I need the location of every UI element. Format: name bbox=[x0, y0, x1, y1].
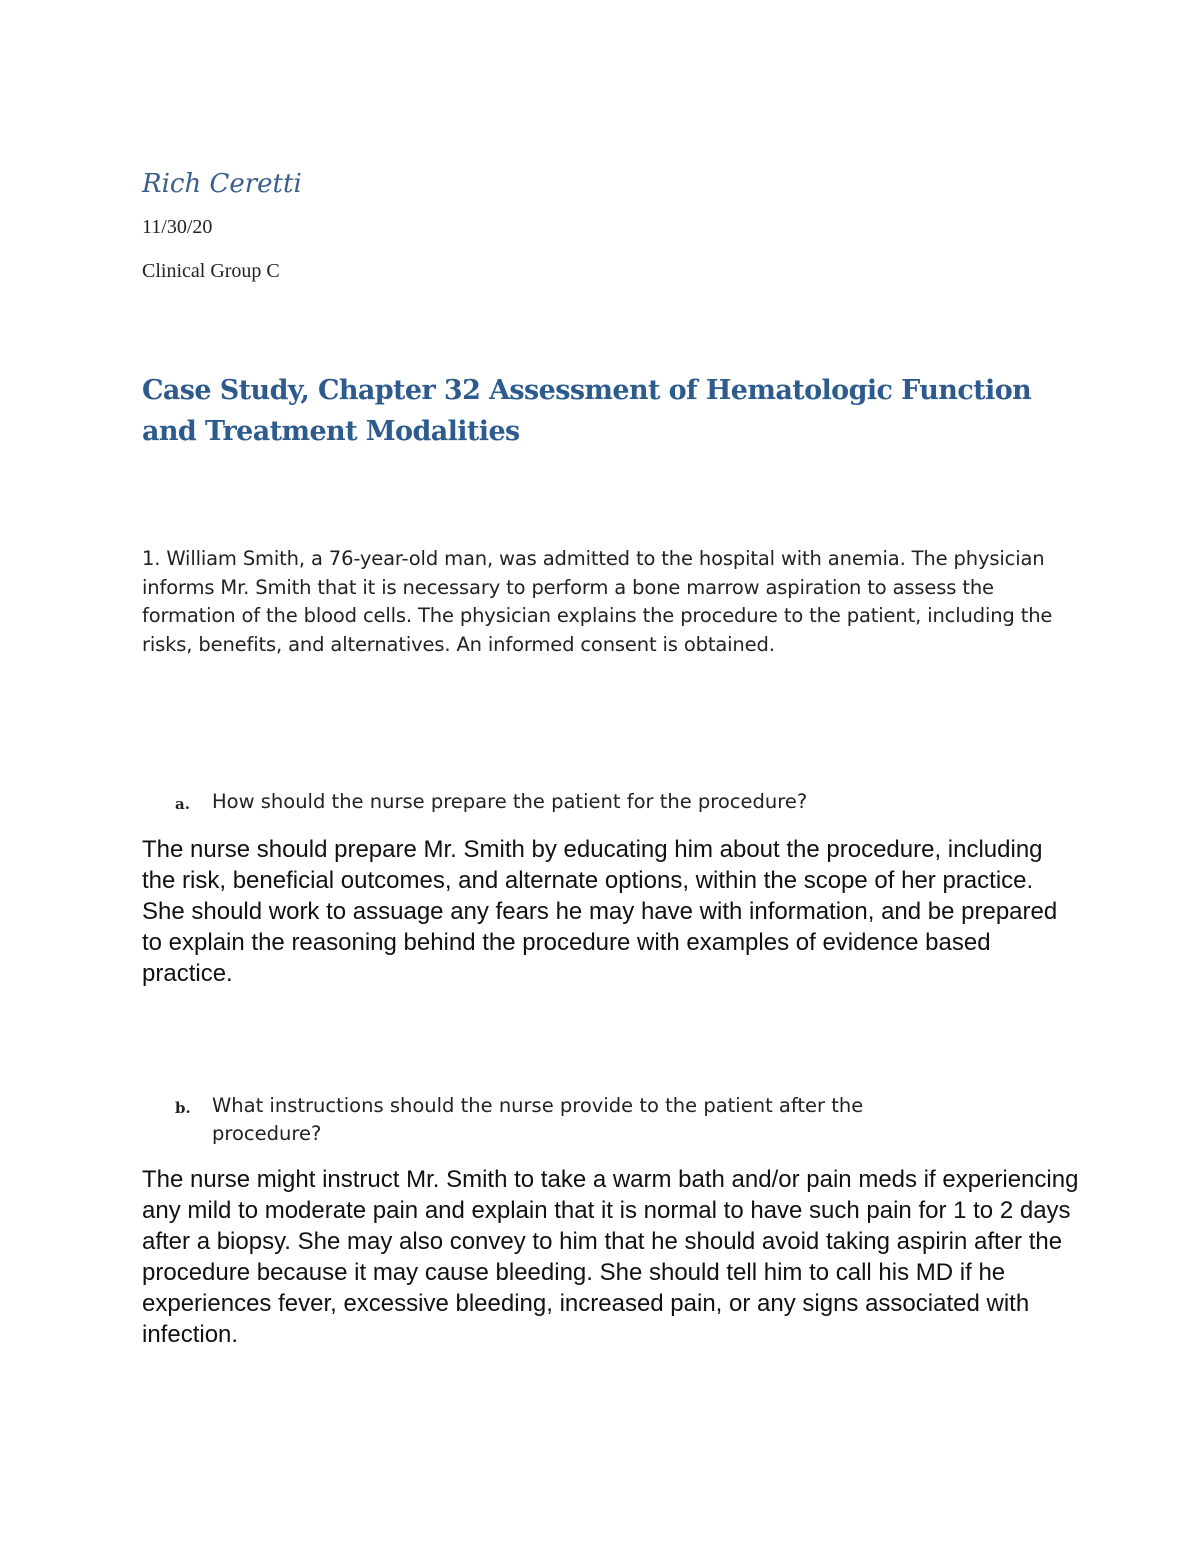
answer-b: The nurse might instruct Mr. Smith to take a warm bath and/or pain meds if experiencing any mild to moderate pain and explain that it is normal to have such pain for 1 to 2 days after a biopsy. She may also convey to him that he should avoid taking aspirin after the procedure because it may cause bleeding. She should tell him to call his MD if he experiences fever, excessive bleeding, increased pain, or any signs associated with infection. bbox=[142, 1166, 1079, 1348]
document-title: Case Study, Chapter 32 Assessment of Hematologic Function and Treatment Modalities bbox=[142, 375, 1032, 447]
question-b-marker: b. bbox=[175, 1099, 191, 1117]
answer-a: The nurse should prepare Mr. Smith by educating him about the procedure, including the risk, beneficial outcomes, and alternate options, within the scope of her practice. She should work to assuage any fears he may have with information, and be prepared to explain the reasoning behind the procedure with examples of evidence based practice. bbox=[142, 836, 1058, 987]
question-a-marker: a. bbox=[175, 795, 190, 813]
question-b-text: What instructions should the nurse provide to the patient after the procedure? bbox=[212, 1094, 864, 1145]
case-intro-paragraph: 1. William Smith, a 76-year-old man, was admitted to the hospital with anemia. The physician informs Mr. Smith that it is necessary to perform a bone marrow aspiration to assess the formation of the blood cells. The physician explains the procedure to the patient, including the risks, benefits, and alternatives. An informed consent is obtained. bbox=[142, 547, 1053, 656]
author-name: Rich Ceretti bbox=[142, 169, 302, 199]
clinical-group: Clinical Group C bbox=[142, 260, 280, 282]
document-date: 11/30/20 bbox=[142, 216, 213, 238]
question-b bbox=[175, 1092, 975, 1148]
question-a-text: How should the nurse prepare the patient for the procedure? bbox=[212, 790, 808, 813]
question-a bbox=[175, 788, 975, 816]
